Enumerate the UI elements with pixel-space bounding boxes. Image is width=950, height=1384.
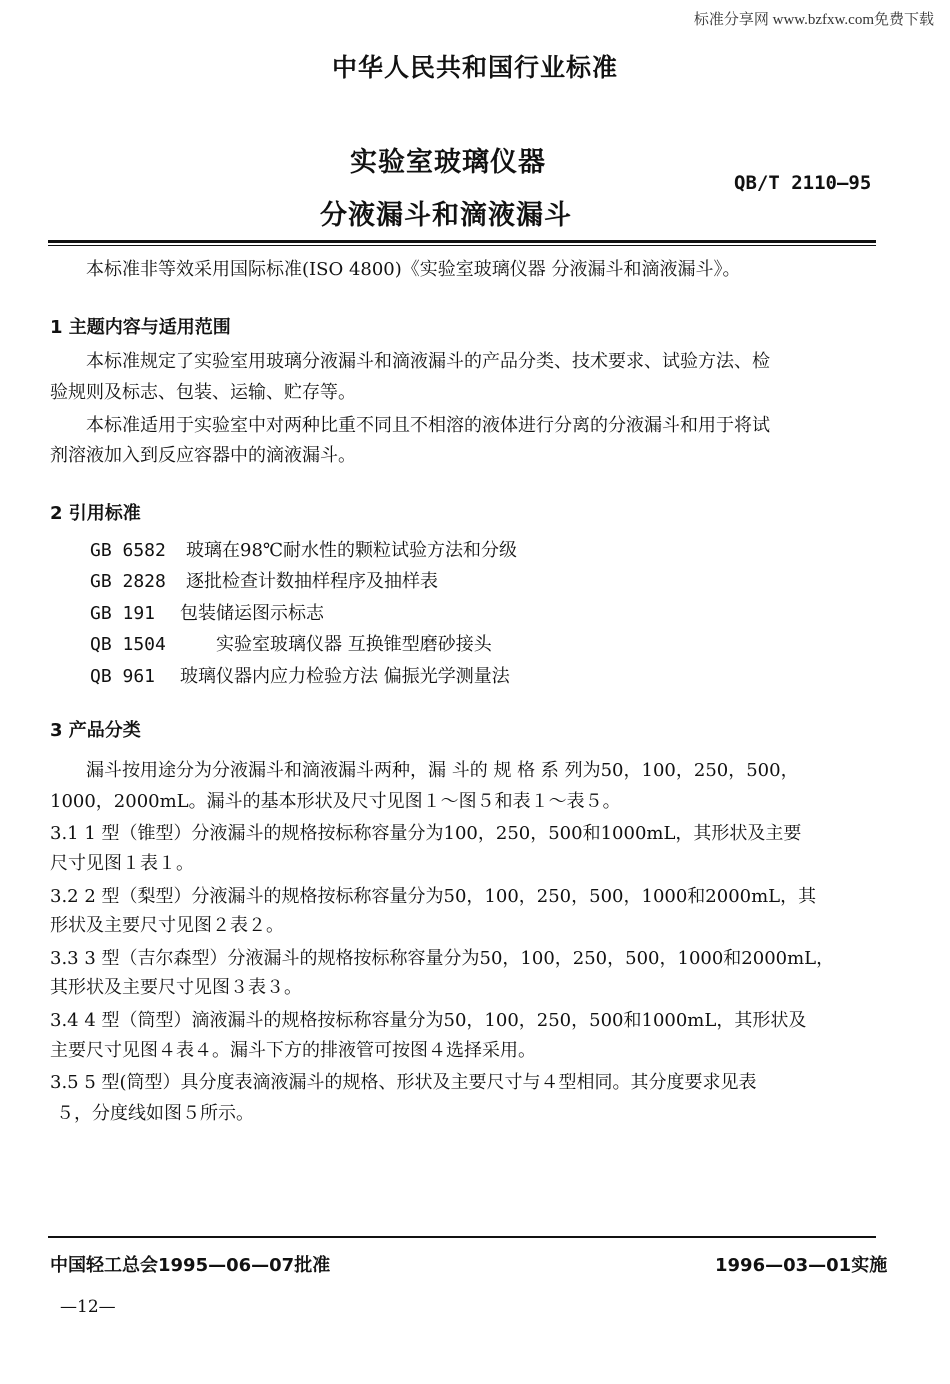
clause-3-5-line-1: 3.5 5 型(筒型）具分度表滴液漏斗的规格、形状及主要尺寸与４型相同。其分度要求见表	[50, 1072, 757, 1093]
document-title-line-1: 实验室玻璃仪器	[350, 147, 546, 178]
effective-date: 1996—03—01实施	[715, 1255, 888, 1276]
reference-title: 玻璃在98℃耐水性的颗粒试验方法和分级	[186, 540, 518, 561]
section-1-para-1-line-1: 本标准规定了实验室用玻璃分液漏斗和滴液漏斗的产品分类、技术要求、试验方法、检	[86, 351, 770, 372]
clause-3-1-line-1: 3.1 1 型（锥型）分液漏斗的规格按标称容量分为100，250，500和1000mL，其形状及主要	[50, 823, 802, 844]
reference-code: QB 1504	[90, 634, 166, 655]
reference-item	[90, 536, 517, 562]
clause-3-1-line-2: 尺寸见图１表１。	[50, 853, 194, 874]
reference-title: 逐批检查计数抽样程序及抽样表	[186, 571, 438, 592]
reference-title: 实验室玻璃仪器 互换锥型磨砂接头	[216, 634, 492, 655]
clause-3-3-line-1: 3.3 3 型（吉尔森型）分液漏斗的规格按标称容量分为50，100，250，500，1000和2000mL，	[50, 948, 835, 969]
reference-title: 玻璃仪器内应力检验方法 偏振光学测量法	[180, 666, 510, 687]
reference-item	[90, 567, 438, 593]
reference-code: QB 961	[90, 666, 156, 687]
page-number: —12—	[60, 1297, 116, 1317]
reference-code: GB 6582	[90, 540, 166, 561]
footer-divider	[48, 1236, 876, 1238]
section-3-para-line-2: 1000，2000mL。漏斗的基本形状及尺寸见图１～图５和表１～表５。	[50, 791, 621, 812]
standard-code: QB/T 2110—95	[734, 172, 872, 194]
reference-code: GB 2828	[90, 571, 166, 592]
section-2-heading: 2 引用标准	[50, 503, 141, 524]
header-divider	[48, 240, 876, 243]
clause-3-4-line-1: 3.4 4 型（筒型）滴液漏斗的规格按标称容量分为50，100，250，500和1000mL，其形状及	[50, 1010, 807, 1031]
clause-3-3-line-2: 其形状及主要尺寸见图３表３。	[50, 977, 302, 998]
approval-line: 中国轻工总会1995—06—07批准	[50, 1255, 331, 1276]
section-1-heading: 1 主题内容与适用范围	[50, 317, 231, 338]
clause-3-2-line-1: 3.2 2 型（梨型）分液漏斗的规格按标称容量分为50，100，250，500，1000和2000mL，其	[50, 886, 817, 907]
section-1-para-2-line-1: 本标准适用于实验室中对两种比重不同且不相溶的液体进行分离的分液漏斗和用于将试	[86, 415, 770, 436]
section-1-para-1-line-2: 验规则及标志、包装、运输、贮存等。	[50, 382, 356, 403]
reference-title: 包装储运图示标志	[180, 603, 324, 624]
clause-3-4-line-2: 主要尺寸见图４表４。漏斗下方的排液管可按图４选择采用。	[50, 1040, 536, 1061]
section-3-heading: 3 产品分类	[50, 720, 141, 741]
section-3-para-line-1: 漏斗按用途分为分液漏斗和滴液漏斗两种，漏 斗的 规 格 系 列为50，100，250，500，	[86, 760, 799, 781]
watermark-text: 标准分享网 www.bzfxw.com免费下载	[693, 12, 934, 28]
document-title-line-2: 分液漏斗和滴液漏斗	[320, 200, 572, 231]
section-1-para-2-line-2: 剂溶液加入到反应容器中的滴液漏斗。	[50, 445, 356, 466]
reference-item	[90, 630, 492, 656]
header-divider-thin	[48, 245, 876, 246]
reference-item	[90, 599, 324, 625]
standard-type-title: 中华人民共和国行业标准	[331, 53, 618, 82]
reference-item	[90, 662, 510, 688]
intro-paragraph: 本标准非等效采用国际标准(ISO 4800)《实验室玻璃仪器 分液漏斗和滴液漏斗》。	[86, 259, 741, 280]
reference-code: GB 191	[90, 603, 156, 624]
clause-3-2-line-2: 形状及主要尺寸见图２表２。	[50, 915, 284, 936]
clause-3-5-line-2: ５，分度线如图５所示。	[56, 1103, 254, 1124]
